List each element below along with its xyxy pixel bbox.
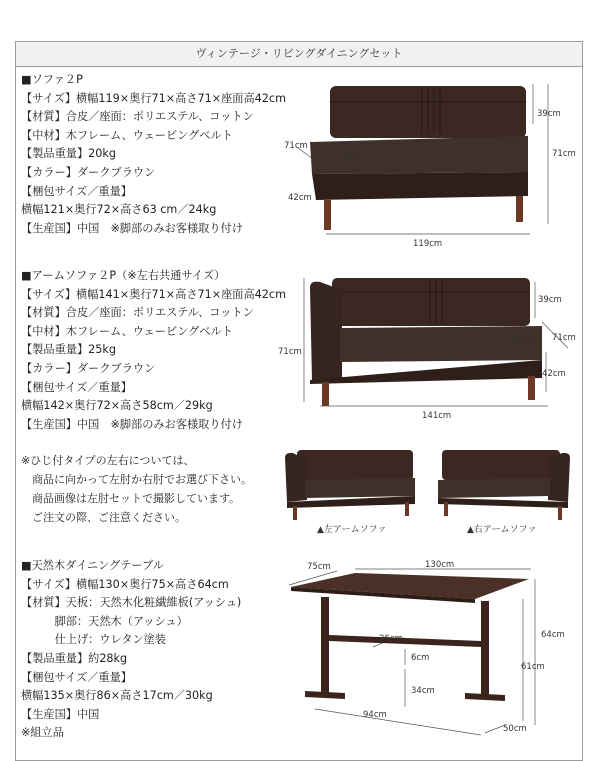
note-line-3: 商品画像は左肘セットで撮影しています。 (21, 492, 241, 505)
sofa2p-package: 横幅121×奥行72×高さ63 cm／24kg (21, 203, 217, 217)
armsofa-arm (310, 282, 342, 380)
armsofa-backrest (332, 278, 530, 326)
armsofa-seatheight-label: 42cm (542, 369, 566, 379)
armsofa-depth-label: 71cm (552, 333, 576, 343)
armsofa-package-label: 【梱包サイズ／重量】 (21, 380, 132, 394)
sofa2p-material: 【材質】合皮／座面：ポリエステル、コットン (21, 110, 254, 124)
table-shelf-thick-label: 6cm (411, 653, 430, 663)
table-depth-label: 75cm (307, 562, 331, 572)
table-shelf-depth-label: 26cm (379, 634, 403, 644)
sofa2p-seatheight-label: 42cm (288, 193, 312, 203)
sofa2p-size: 【サイズ】横幅119×奥行71×高さ71×座面高42cm (21, 91, 286, 105)
table-shelf-height-label: 34cm (411, 686, 435, 696)
armsofa-specs (21, 267, 286, 434)
note-line-4: ご注文の際、ご注意ください。 (21, 511, 186, 524)
table-package-label: 【梱包サイズ／重量】 (21, 670, 132, 684)
sofa2p-back-label: 39cm (537, 109, 561, 119)
left-arm-caption: ▲左アームソファ (317, 525, 387, 535)
right-arm-sofa-image (434, 448, 574, 520)
table-base-depth-label: 50cm (503, 724, 527, 734)
armsofa-material: 【材質】合皮／座面：ポリエステル、コットン (21, 306, 254, 320)
table-weight: 【製品重量】約28kg (21, 651, 128, 665)
sofa2p-depth-label: 71cm (284, 141, 308, 151)
armsofa-color: 【カラー】ダークブラウン (21, 361, 156, 375)
sofa2p-height-label: 71cm (552, 149, 576, 159)
armsofa-weight: 【製品重量】25kg (21, 343, 116, 357)
table-specs (21, 557, 241, 743)
table-material: 【材質】天板：天然木化粧繊維板(アッシュ) (21, 596, 242, 610)
sofa2p-specs (21, 71, 286, 238)
sofa2p-color: 【カラー】ダークブラウン (21, 165, 156, 179)
table-size: 【サイズ】横幅130×奥行75×高さ64cm (21, 577, 229, 591)
armsofa-seatdepth-label: 46cm (510, 335, 534, 345)
sofa2p-inner: 【中材】木フレーム、ウェービングベルト (21, 128, 233, 142)
page-title: ヴィンテージ・リビングダイニングセット (16, 42, 582, 67)
table-package: 横幅135×奥行86×高さ17cm／30kg (21, 689, 213, 703)
note-line-2: 商品に向かって左肘か右肘でお選び下さい。 (21, 473, 252, 486)
sofa2p-seatdepth-label: 46cm (342, 155, 366, 165)
table-material-legs: 脚部：天然木（アッシュ） (21, 614, 188, 628)
sofa2p-origin: 【生産国】中国 ※脚部のみお客様取り付け (21, 221, 243, 235)
table-heading: ■天然木ダイニングテーブル (21, 559, 164, 572)
right-arm-caption: ▲右アームソファ (467, 525, 537, 535)
sofa2p-width-label: 119cm (413, 239, 443, 249)
table-base-width-label: 94cm (363, 710, 387, 720)
table-origin: 【生産国】中国 (21, 707, 100, 721)
table-leg-height-label: 61cm (521, 662, 545, 672)
table-width-label: 130cm (425, 560, 455, 570)
armsofa-origin: 【生産国】中国 ※脚部のみお客様取り付け (21, 417, 243, 431)
armsofa-heading: ■アームソファ２P（※左右共通サイズ） (21, 269, 226, 282)
sofa2p-heading: ■ソファ２P (21, 73, 83, 86)
armsofa-diagram (280, 268, 580, 428)
sofa2p-package-label: 【梱包サイズ／重量】 (21, 184, 132, 198)
table-material-finish: 仕上げ：ウレタン塗装 (21, 633, 166, 647)
arm-side-note (21, 451, 252, 527)
armsofa-width-label: 141cm (422, 411, 452, 421)
table-assembly: ※組立品 (21, 726, 64, 740)
armsofa-inner: 【中材】木フレーム、ウェービングベルト (21, 324, 233, 338)
table-height-label: 64cm (541, 630, 565, 640)
sofa2p-diagram (284, 72, 590, 252)
armsofa-size: 【サイズ】横幅141×奥行71×高さ71×座面高42cm (21, 287, 286, 301)
armsofa-height-label: 71cm (278, 347, 302, 357)
note-line-1: ※ひじ付タイプの左右については、 (21, 454, 195, 467)
table-diagram (285, 557, 575, 747)
sofa2p-weight: 【製品重量】20kg (21, 147, 116, 161)
armsofa-back-label: 39cm (538, 295, 562, 305)
armsofa-package: 横幅142×奥行72×高さ58cm／29kg (21, 399, 213, 413)
left-arm-sofa-image (283, 448, 423, 520)
